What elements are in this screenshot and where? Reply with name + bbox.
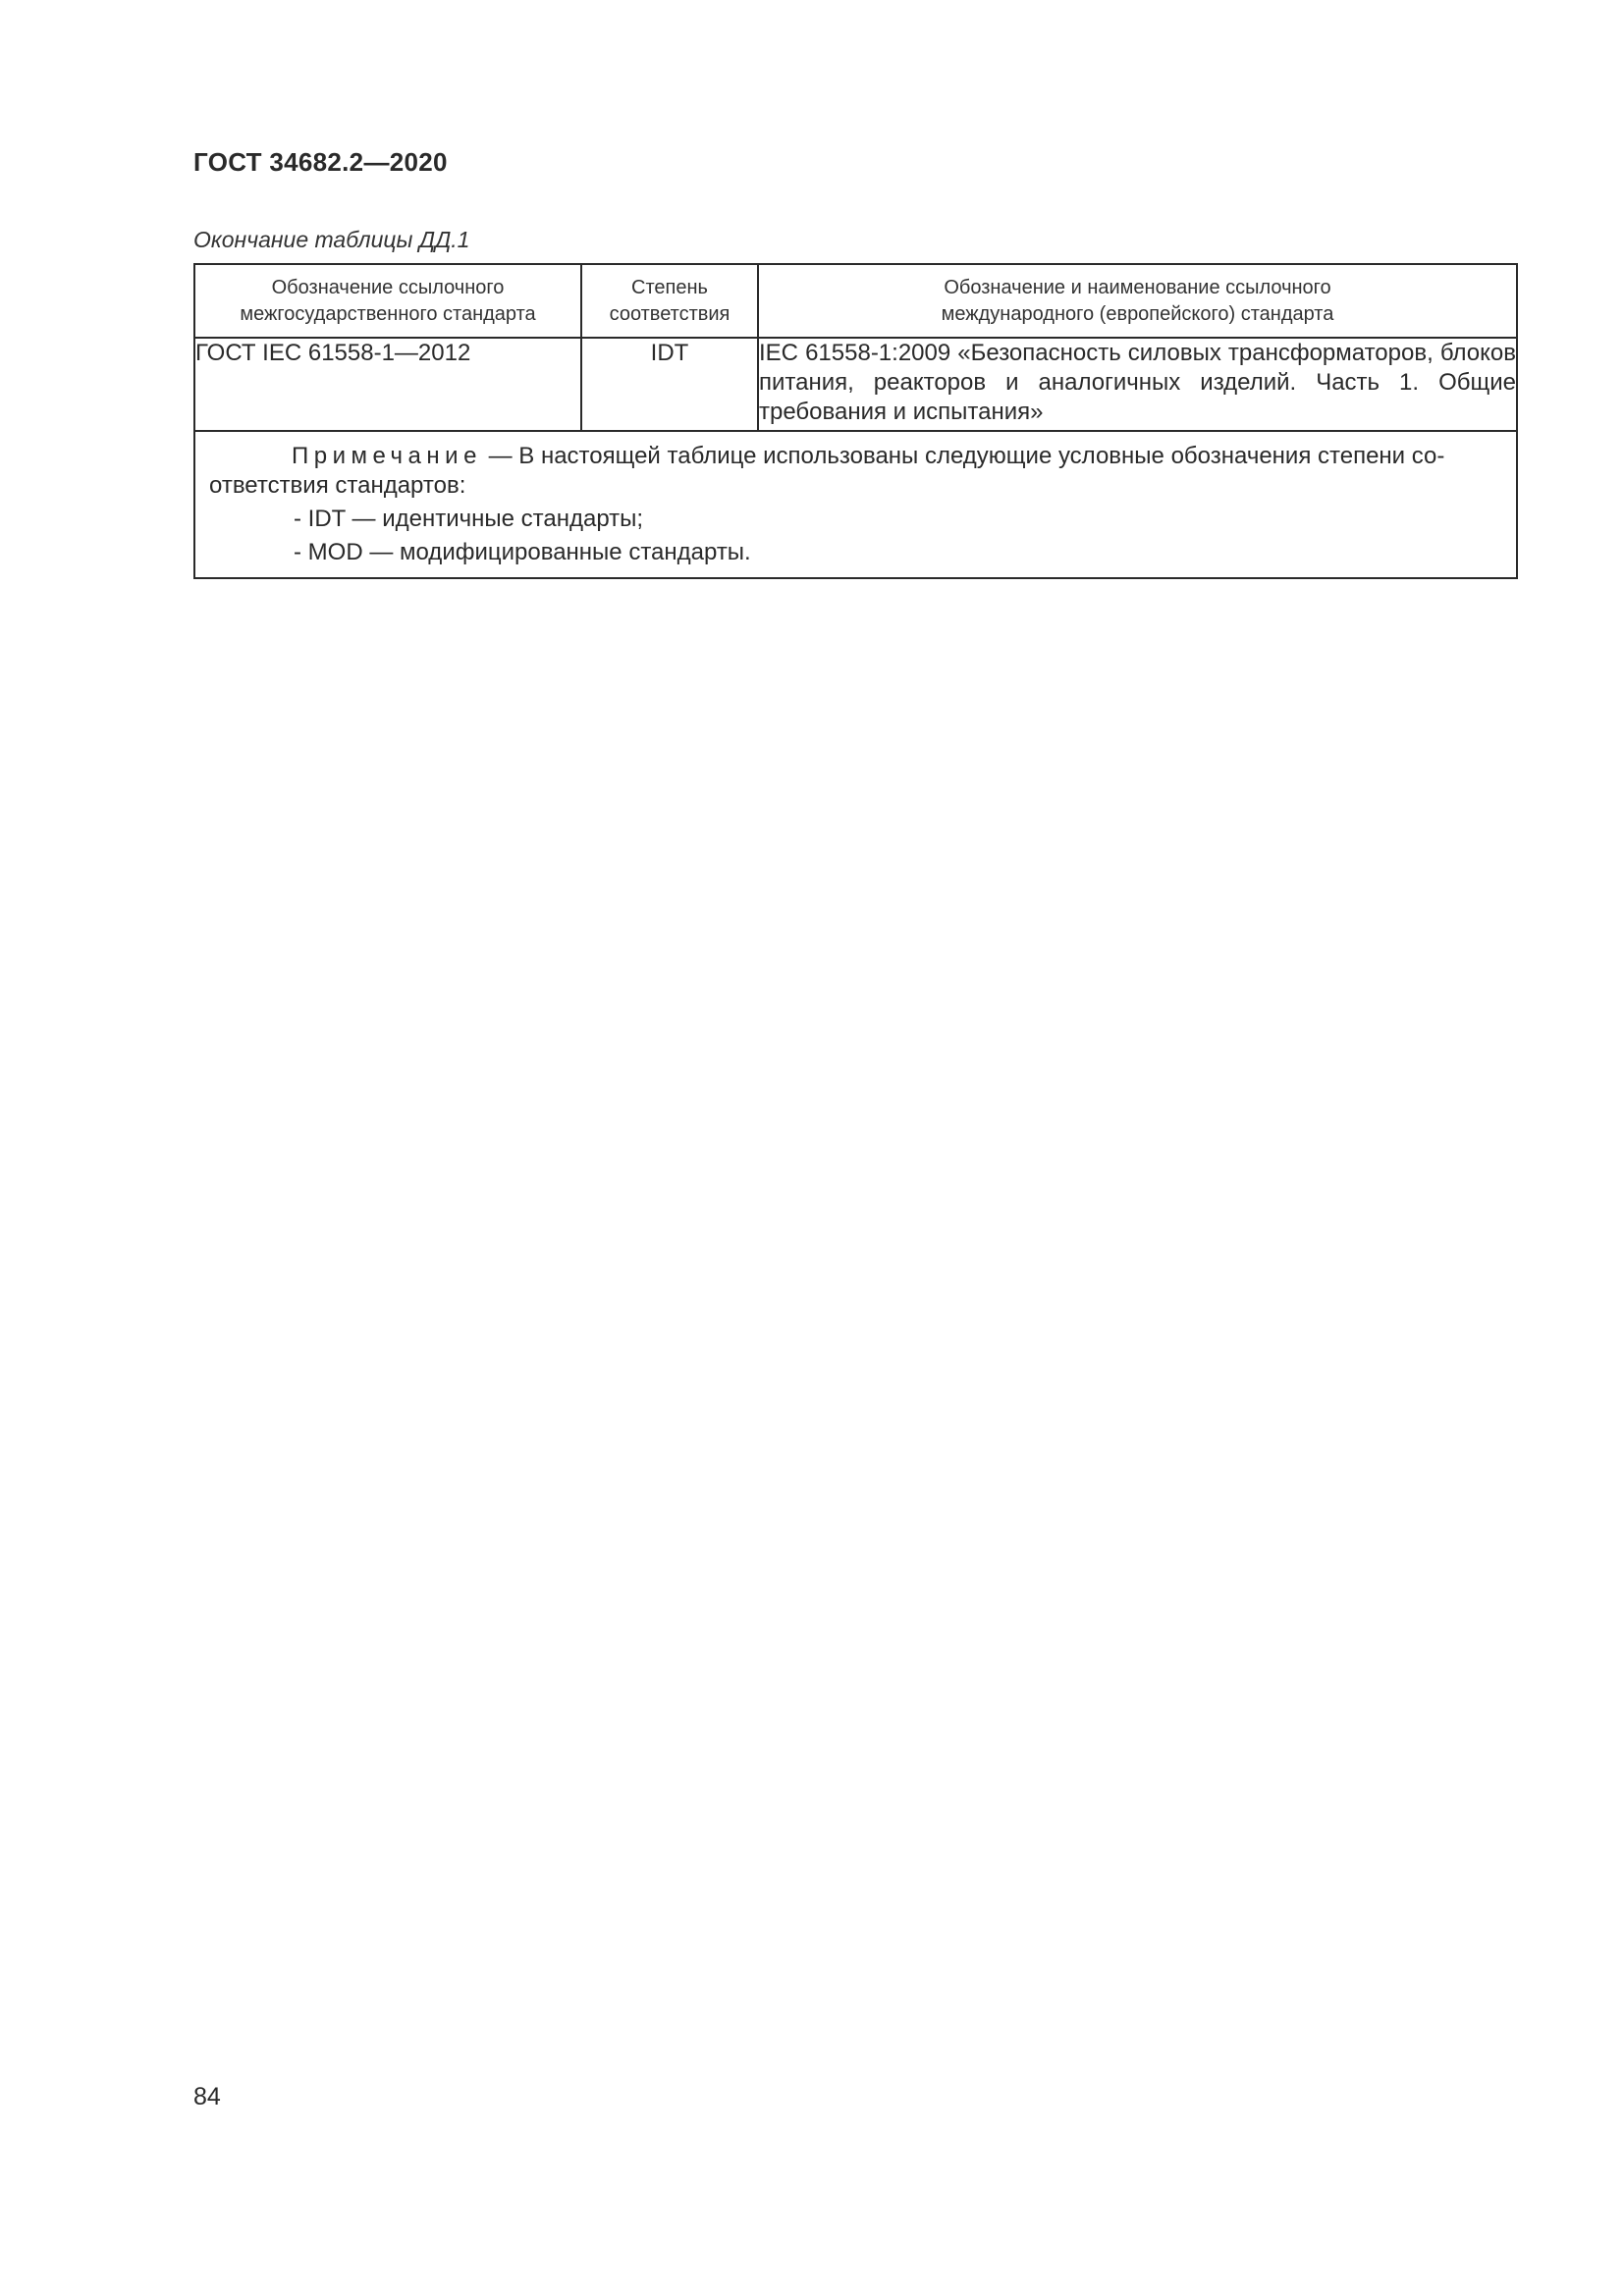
note-item: - MOD — модифицированные стандарты. [294,539,751,565]
table-caption: Окончание таблицы ДД.1 [193,227,470,252]
degree-cell: IDT [581,338,758,431]
page-number: 84 [193,2083,221,2110]
note-text [209,442,1502,501]
note-cell [194,431,1517,578]
column-header-line: международного (европейского) стандарта [941,302,1334,325]
table-row [194,338,1517,431]
international-standard-cell: IEC 61558-1:2009 «Безопасность силовых трансформаторов, блоков питания, реакторов и аналогичных изделий. Часть 1. Общие требования и испытания» [758,338,1517,431]
note-body: — В настоящей таблице использованы следующие условные обозначения степени соответствия стандартов: [209,443,1445,499]
column-header-line: Обозначение ссылочного [271,276,505,298]
column-header-line: межгосударственного стандарта [240,302,536,325]
column-header-international-standard [758,264,1517,338]
column-header-line: Обозначение и наименование ссылочного [944,276,1331,298]
reference-standards-table [193,263,1518,579]
document-header: ГОСТ 34682.2—2020 [193,147,448,177]
note-label: Примечание [292,443,482,469]
note-item: - IDT — идентичные стандарты; [294,506,644,532]
column-header-line: Степень [631,276,708,298]
column-header-national-standard [194,264,581,338]
column-header-degree [581,264,758,338]
column-header-line: соответствия [609,302,731,325]
note-row [194,431,1517,578]
table-header-row [194,264,1517,338]
national-standard-cell: ГОСТ IEC 61558-1—2012 [194,338,581,431]
